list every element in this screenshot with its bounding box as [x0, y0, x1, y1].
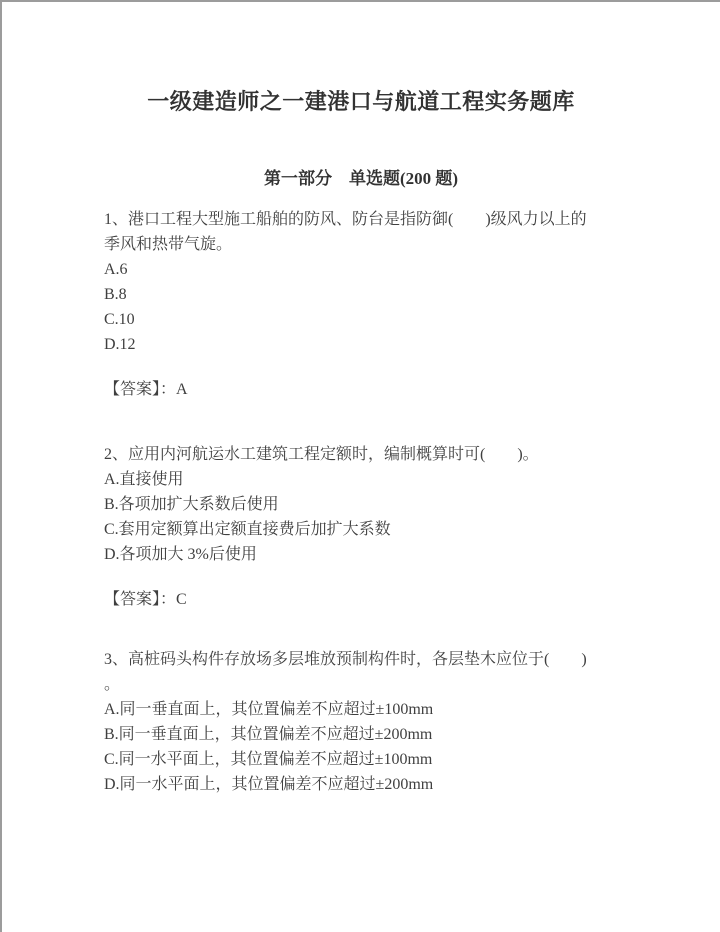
question-1-option-d: D.12 — [104, 336, 136, 353]
question-2-option-c: C.套用定额算出定额直接费后加扩大系数 — [104, 521, 391, 538]
question-1-answer: 【答案】：A — [104, 381, 188, 398]
question-2-option-d: D.各项加大 3%后使用 — [104, 546, 257, 563]
question-2 — [104, 442, 624, 612]
question-3-option-a: A.同一垂直面上，其位置偏差不应超过±100mm — [104, 701, 434, 718]
question-1 — [104, 207, 624, 402]
stem-line: 。 — [104, 676, 121, 693]
question-2-option-a: A.直接使用 — [104, 471, 184, 488]
question-3-option-b: B.同一垂直面上，其位置偏差不应超过±200mm — [104, 726, 433, 743]
question-3-stem — [104, 647, 624, 697]
stem-line: 1、港口工程大型施工船舶的防风、防台是指防御( )级风力以上的 — [104, 211, 587, 228]
stem-line: 季风和热带气旋。 — [104, 236, 233, 253]
question-3-option-c: C.同一水平面上，其位置偏差不应超过±100mm — [104, 751, 433, 768]
question-1-option-b: B.8 — [104, 286, 127, 303]
question-1-stem — [104, 207, 624, 257]
question-1-option-c: C.10 — [104, 311, 135, 328]
questions-list — [104, 207, 624, 797]
question-2-answer: 【答案】：C — [104, 591, 187, 608]
question-2-stem — [104, 442, 624, 467]
stem-line: 2、应用内河航运水工建筑工程定额时，编制概算时可( )。 — [104, 446, 539, 463]
question-3 — [104, 647, 624, 797]
question-3-option-d: D.同一水平面上，其位置偏差不应超过±200mm — [104, 776, 434, 793]
section-heading: 第一部分 单选题(200 题) — [263, 169, 459, 188]
question-2-option-b: B.各项加扩大系数后使用 — [104, 496, 279, 513]
document-title: 一级建造师之一建港口与航道工程实务题库 — [147, 89, 575, 114]
question-1-option-a: A.6 — [104, 261, 128, 278]
stem-line: 3、高桩码头构件存放场多层堆放预制构件时，各层垫木应位于( ) — [104, 651, 587, 668]
